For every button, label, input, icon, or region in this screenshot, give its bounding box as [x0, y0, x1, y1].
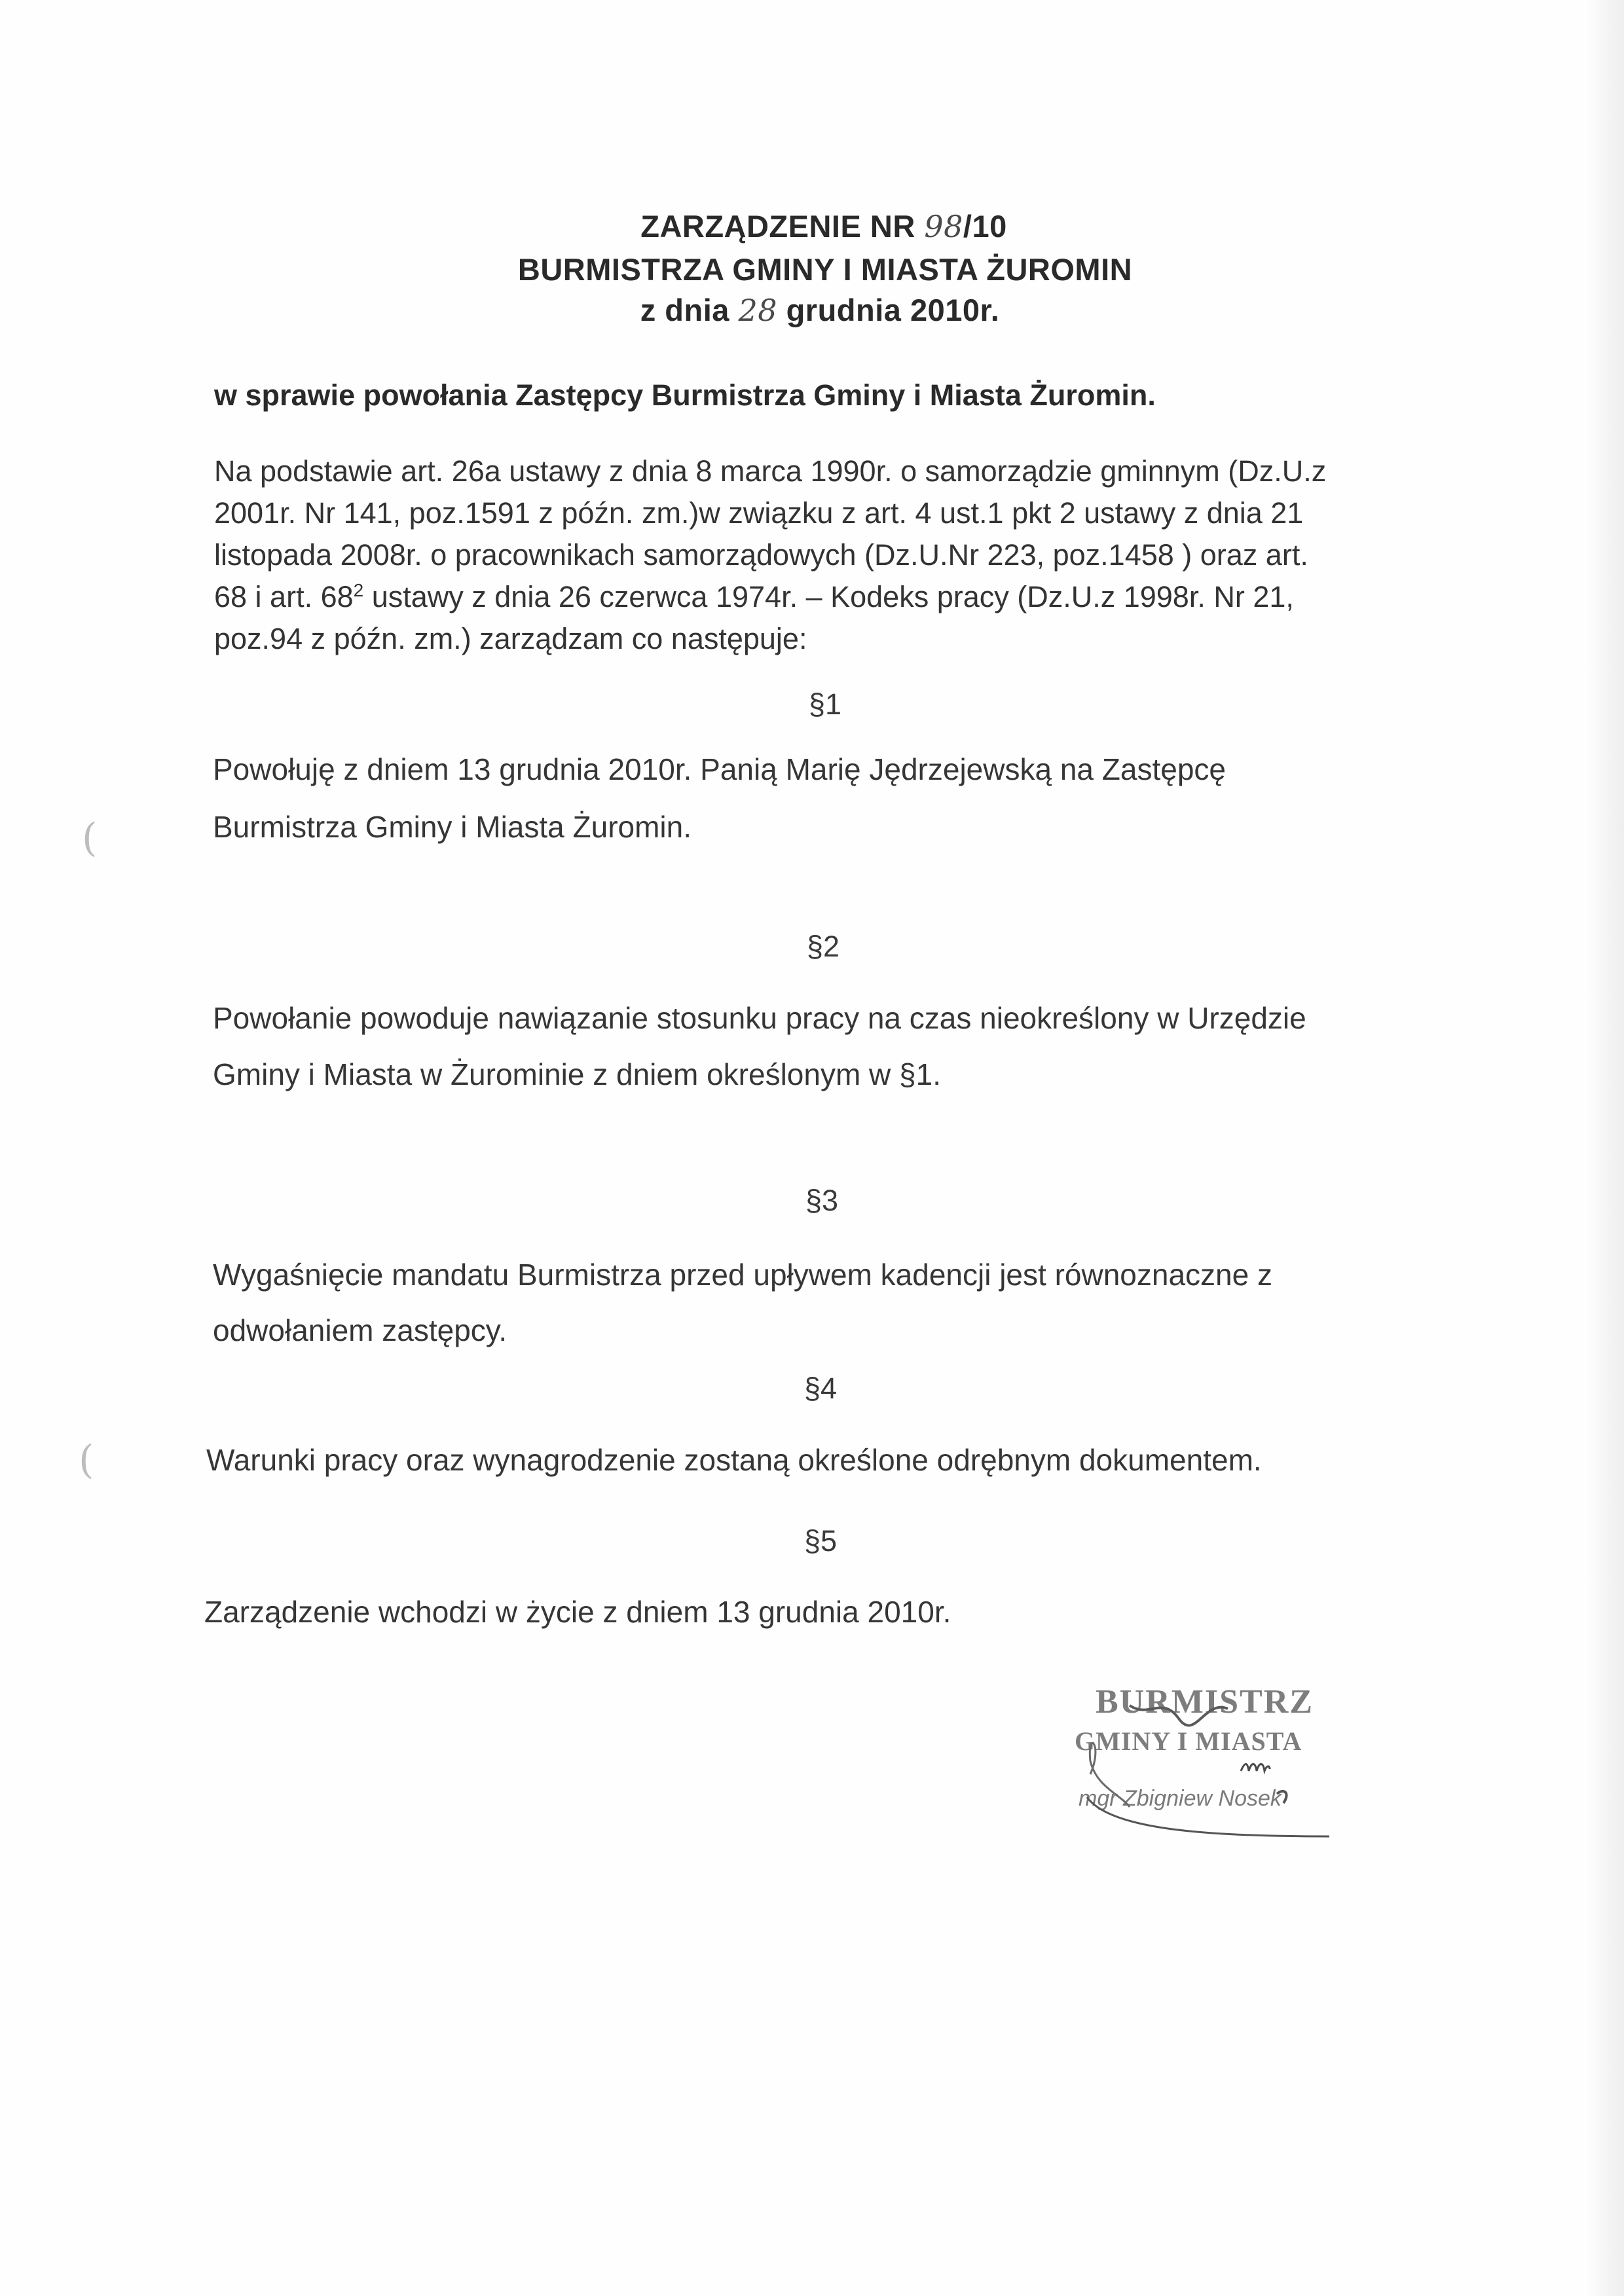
section-text-line: odwołaniem zastępcy. — [213, 1313, 507, 1347]
legal-basis-line — [214, 580, 1294, 614]
section-text-line: Powołuję z dniem 13 grudnia 2010r. Panią Marię Jędrzejewską na Zastępcę — [213, 752, 1226, 786]
section-text-line: Powołanie powoduje nawiązanie stosunku pracy na czas nieokreślony w Urzędzie — [213, 1001, 1306, 1035]
section-text-line: Zarządzenie wchodzi w życie z dniem 13 grudnia 2010r. — [204, 1595, 951, 1629]
legal-basis-line: listopada 2008r. o pracownikach samorządowych (Dz.U.Nr 223, poz.1458 ) oraz art. — [214, 538, 1308, 572]
margin-scan-mark: ( — [79, 1437, 94, 1483]
section-mark: §3 — [805, 1184, 839, 1217]
margin-scan-mark: ( — [82, 815, 98, 861]
legal-basis-line: poz.94 z późn. zm.) zarządzam co następuje: — [214, 622, 807, 655]
handwritten-signature — [1064, 1683, 1339, 1866]
official-stamp — [1064, 1683, 1339, 1866]
section-mark: §4 — [804, 1372, 838, 1405]
subject-line: w sprawie powołania Zastępcy Burmistrza Gminy i Miasta Żuromin. — [214, 378, 1156, 412]
date-heading — [8, 292, 1624, 328]
date-prefix: z dnia — [640, 293, 729, 327]
order-number-heading — [12, 208, 1624, 244]
legal-basis-line: 2001r. Nr 141, poz.1591 z późn. zm.)w związku z art. 4 ust.1 pkt 2 ustawy z dnia 21 — [214, 496, 1304, 530]
order-prefix: ZARZĄDZENIE NR — [640, 209, 915, 244]
legal-basis-text: ustawy z dnia 26 czerwca 1974r. – Kodeks pracy (Dz.U.z 1998r. Nr 21, — [363, 580, 1294, 613]
section-mark: §1 — [809, 687, 842, 721]
superscript: 2 — [353, 580, 364, 600]
section-mark: §5 — [804, 1524, 838, 1558]
section-mark: §2 — [807, 930, 840, 963]
stamp-name: mgr Zbigniew Nosek — [1079, 1786, 1282, 1811]
handwritten-day: 28 — [738, 293, 778, 328]
section-text-line: Wygaśnięcie mandatu Burmistrza przed upływem kadencji jest równoznaczne z — [213, 1258, 1272, 1292]
legal-basis-text: 68 i art. 68 — [214, 580, 354, 613]
legal-basis-line: Na podstawie art. 26a ustawy z dnia 8 marca 1990r. o samorządzie gminnym (Dz.U.z — [214, 454, 1327, 488]
stamp-office: GMINY I MIASTA — [1075, 1726, 1302, 1756]
stamp-title: BURMISTRZ — [1096, 1683, 1314, 1721]
section-text-line: Gminy i Miasta w Żurominie z dniem określonym w §1. — [213, 1057, 941, 1091]
scan-edge-shadow — [1585, 0, 1624, 2296]
order-suffix: /10 — [963, 209, 1007, 244]
section-text-line: Burmistrza Gminy i Miasta Żuromin. — [213, 810, 692, 844]
issuer-heading: BURMISTRZA GMINY I MIASTA ŻUROMIN — [517, 252, 1133, 287]
handwritten-order-number: 98 — [924, 209, 963, 244]
date-suffix: grudnia 2010r. — [786, 293, 1000, 327]
section-text-line: Warunki pracy oraz wynagrodzenie zostaną określone odrębnym dokumentem. — [206, 1443, 1262, 1477]
